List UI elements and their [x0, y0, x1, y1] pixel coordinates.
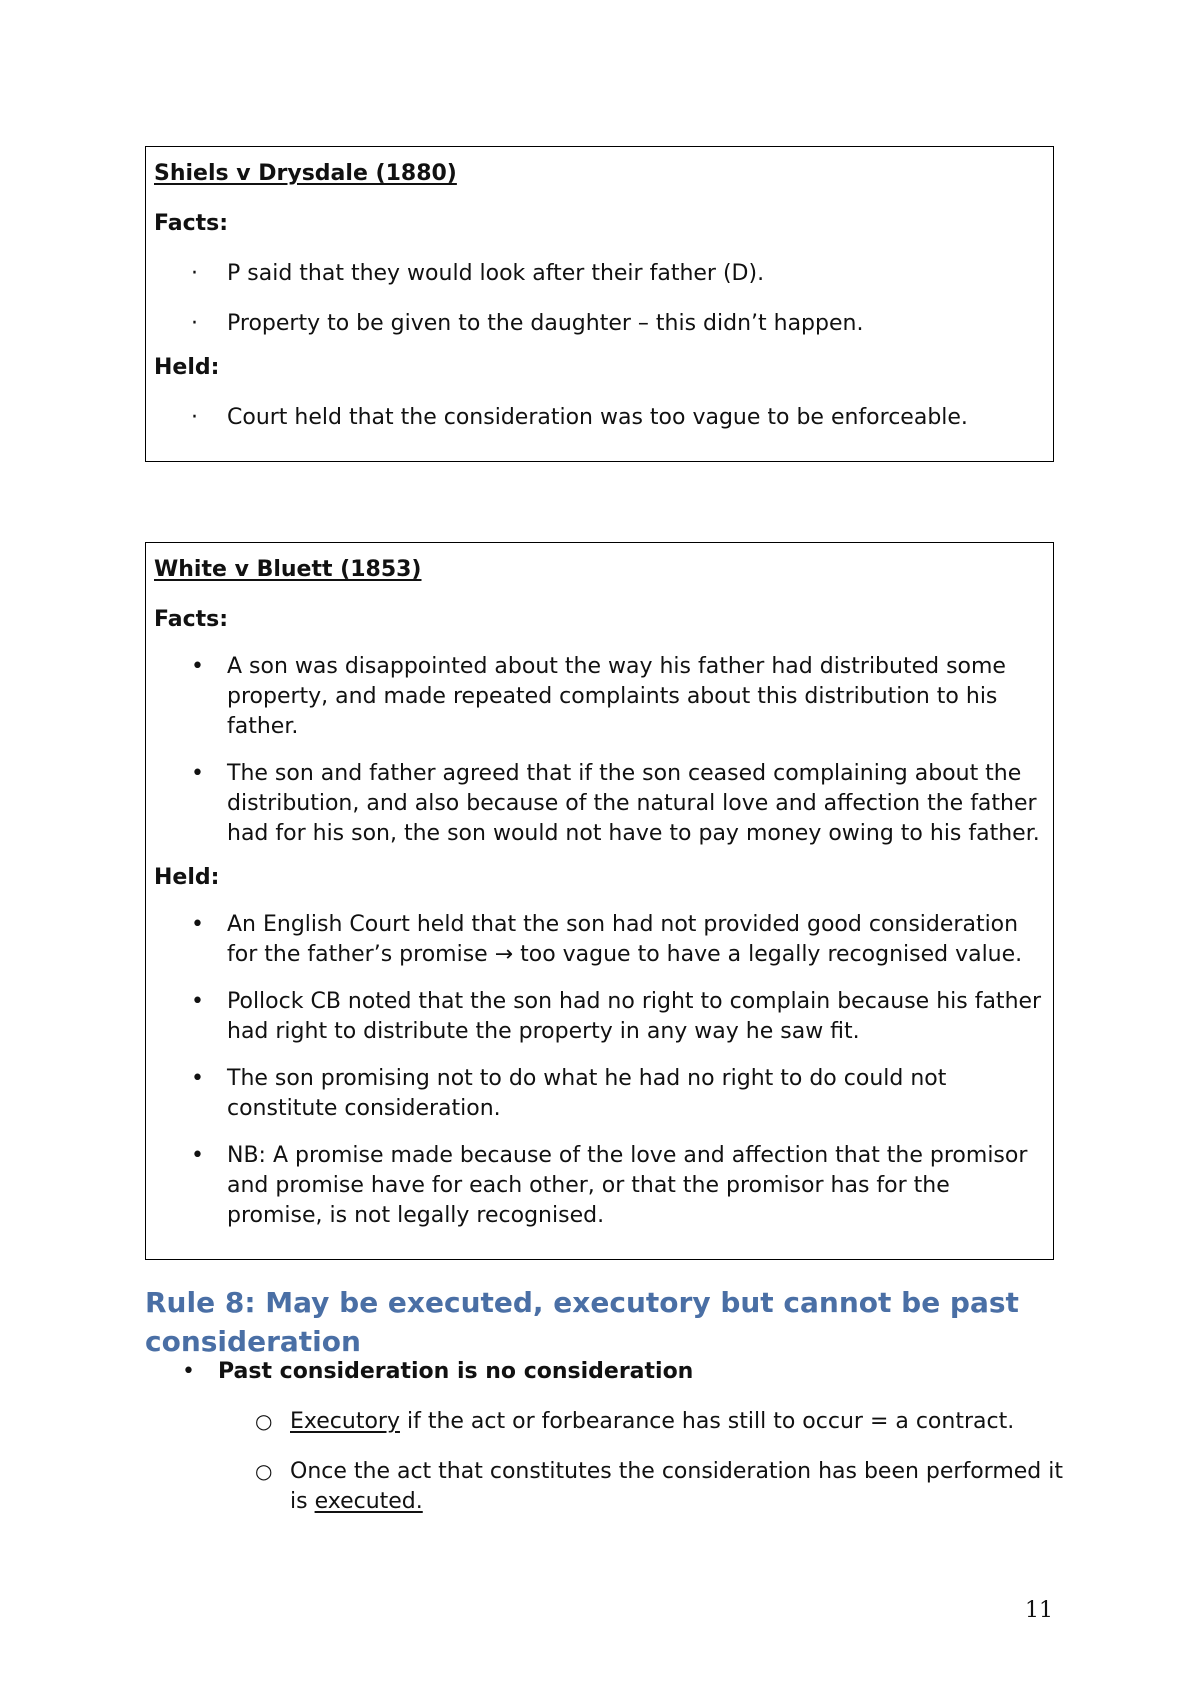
list-item — [154, 759, 1043, 849]
list-item — [154, 1064, 1043, 1124]
list-item — [154, 309, 1043, 339]
list-item-text: Pollock CB noted that the son had no right to complain because his father had right to distribute the property in any way he saw fit. — [227, 989, 1042, 1044]
bullet-icon: · — [191, 311, 198, 336]
bullet-icon: • — [191, 761, 204, 786]
list-item — [145, 1407, 1065, 1437]
bullet-icon: • — [182, 1359, 195, 1384]
rule-main-text: Past consideration is no consideration — [218, 1359, 694, 1384]
facts-list — [154, 259, 1043, 339]
facts-label: Facts: — [154, 211, 229, 236]
sub-item-text: if the act or forbearance has still to occur = a contract. — [399, 1409, 1015, 1434]
bullet-icon: • — [191, 989, 204, 1014]
bullet-icon: · — [191, 261, 198, 286]
term-executory: Executory — [290, 1409, 400, 1434]
list-item-text: The son and father agreed that if the son ceased complaining about the distribution, and also because of the natural love and affection the father had for his son, the son would not have to pay money owing to his father. — [227, 761, 1040, 846]
circle-bullet-icon: ○ — [255, 1409, 273, 1433]
case-box-white-v-bluett — [145, 542, 1054, 1260]
bullet-icon: • — [191, 1066, 204, 1091]
list-item — [154, 910, 1043, 970]
bullet-icon: • — [191, 912, 204, 937]
case-title: Shiels v Drysdale (1880) — [154, 161, 457, 186]
circle-bullet-icon: ○ — [255, 1459, 273, 1483]
held-list — [154, 910, 1043, 1231]
list-item — [154, 259, 1043, 289]
case-title: White v Bluett (1853) — [154, 557, 422, 582]
held-label: Held: — [154, 865, 220, 890]
case-box-shiels-v-drysdale — [145, 146, 1054, 462]
bullet-icon: · — [191, 405, 198, 430]
held-label: Held: — [154, 355, 220, 380]
rule-block — [145, 1357, 1065, 1517]
list-item-text: An English Court held that the son had not provided good consideration for the father’s promise → too vague to have a legally recognised value. — [227, 912, 1023, 967]
sub-item-text: Once the act that constitutes the consideration has been performed it is — [290, 1459, 1063, 1514]
list-item — [154, 1141, 1043, 1231]
list-item-text: The son promising not to do what he had no right to do could not constitute consideration. — [227, 1066, 947, 1121]
page-number: 11 — [1025, 1598, 1053, 1623]
list-item-text: A son was disappointed about the way his father had distributed some property, and made repeated complaints about this distribution to his father. — [227, 654, 1006, 739]
held-list — [154, 403, 1043, 433]
list-item-text: Property to be given to the daughter – this didn’t happen. — [227, 311, 864, 336]
list-item-text: NB: A promise made because of the love and affection that the promisor and promise have for each other, or that the promisor has for the promise, is not legally recognised. — [227, 1143, 1028, 1228]
rule-sub-list — [145, 1407, 1065, 1517]
list-item — [154, 652, 1043, 742]
list-item-text: P said that they would look after their father (D). — [227, 261, 765, 286]
term-executed: executed. — [314, 1489, 423, 1514]
list-item — [145, 1457, 1065, 1517]
bullet-icon: • — [191, 654, 204, 679]
list-item — [154, 403, 1043, 433]
list-item-text: Court held that the consideration was too vague to be enforceable. — [227, 405, 968, 430]
facts-list — [154, 652, 1043, 849]
rule-heading: Rule 8: May be executed, executory but cannot be past consideration — [145, 1286, 1019, 1358]
rule-main-point — [145, 1357, 1065, 1387]
list-item — [154, 987, 1043, 1047]
bullet-icon: • — [191, 1143, 204, 1168]
facts-label: Facts: — [154, 607, 229, 632]
